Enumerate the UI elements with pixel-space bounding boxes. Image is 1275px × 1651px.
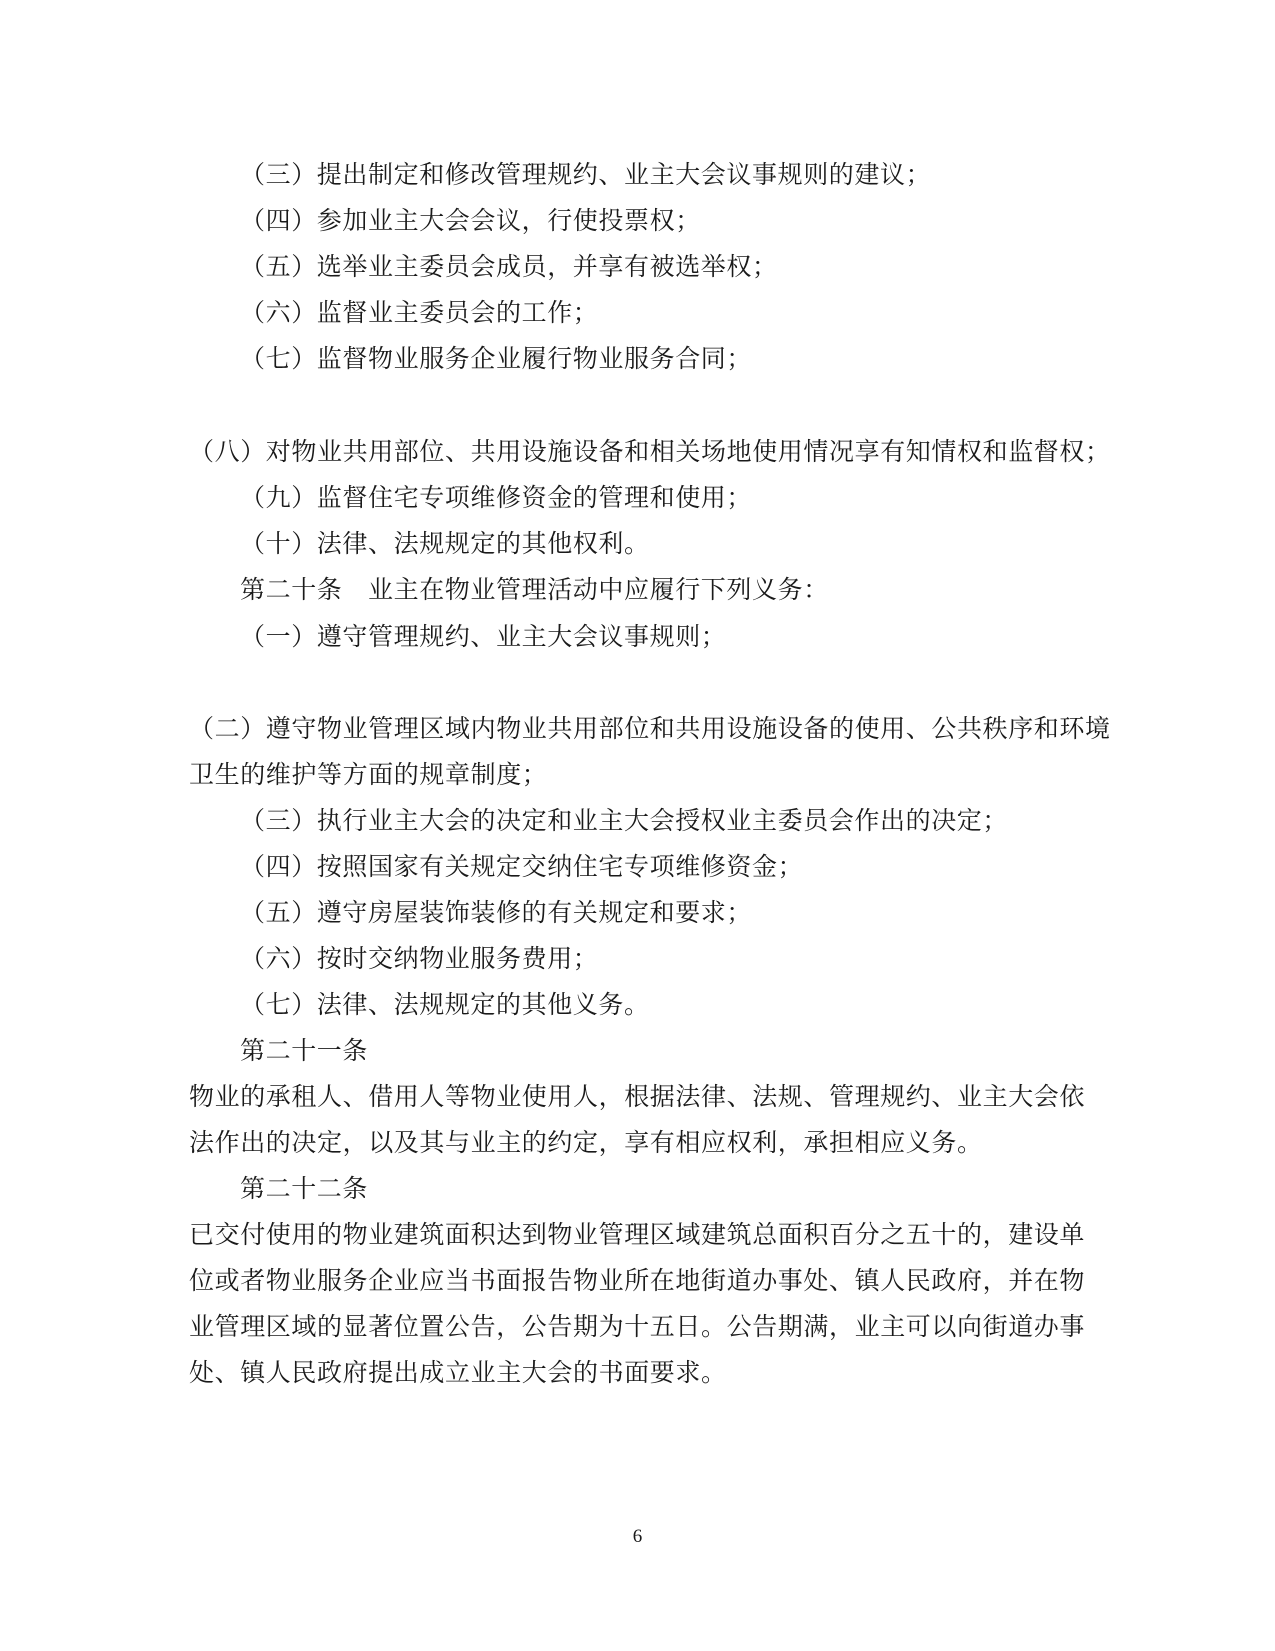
- text-line: （八）对物业共用部位、共用设施设备和相关场地使用情况享有知情权和监督权；: [189, 437, 1111, 466]
- text-line: （十）法律、法规规定的其他权利。: [240, 529, 650, 558]
- text-line: 位或者物业服务企业应当书面报告物业所在地街道办事处、镇人民政府，并在物: [189, 1266, 1086, 1295]
- text-line: （三）执行业主大会的决定和业主大会授权业主委员会作出的决定；: [240, 806, 1009, 835]
- page-number: 6: [632, 1526, 643, 1547]
- text-line: （六）按时交纳物业服务费用；: [240, 944, 599, 973]
- text-line: （四）按照国家有关规定交纳住宅专项维修资金；: [240, 852, 804, 881]
- text-line: （一）遵守管理规约、业主大会议事规则；: [240, 622, 727, 651]
- text-line: （三）提出制定和修改管理规约、业主大会议事规则的建议；: [240, 160, 932, 189]
- article-heading: 第二十一条: [240, 1036, 369, 1065]
- text-line: （七）监督物业服务企业履行物业服务合同；: [240, 344, 753, 373]
- text-line: （二）遵守物业管理区域内物业共用部位和共用设施设备的使用、公共秩序和环境: [189, 714, 1111, 743]
- text-line: （四）参加业主大会会议，行使投票权；: [240, 206, 701, 235]
- text-line: 业管理区域的显著位置公告，公告期为十五日。公告期满，业主可以向街道办事: [189, 1312, 1086, 1341]
- article-heading: 第二十条 业主在物业管理活动中应履行下列义务：: [240, 575, 829, 604]
- text-line: 已交付使用的物业建筑面积达到物业管理区域建筑总面积百分之五十的，建设单: [189, 1220, 1086, 1249]
- text-line: 卫生的维护等方面的规章制度；: [189, 760, 548, 789]
- text-line: 物业的承租人、借用人等物业使用人，根据法律、法规、管理规约、业主大会依: [189, 1082, 1086, 1111]
- text-line: （六）监督业主委员会的工作；: [240, 298, 599, 327]
- article-heading: 第二十二条: [240, 1174, 369, 1203]
- text-line: 处、镇人民政府提出成立业主大会的书面要求。: [189, 1358, 727, 1387]
- text-line: 法作出的决定，以及其与业主的约定，享有相应权利，承担相应义务。: [189, 1128, 983, 1157]
- text-line: （九）监督住宅专项维修资金的管理和使用；: [240, 483, 753, 512]
- text-line: （七）法律、法规规定的其他义务。: [240, 990, 650, 1019]
- text-line: （五）选举业主委员会成员，并享有被选举权；: [240, 252, 778, 281]
- text-line: （五）遵守房屋装饰装修的有关规定和要求；: [240, 898, 753, 927]
